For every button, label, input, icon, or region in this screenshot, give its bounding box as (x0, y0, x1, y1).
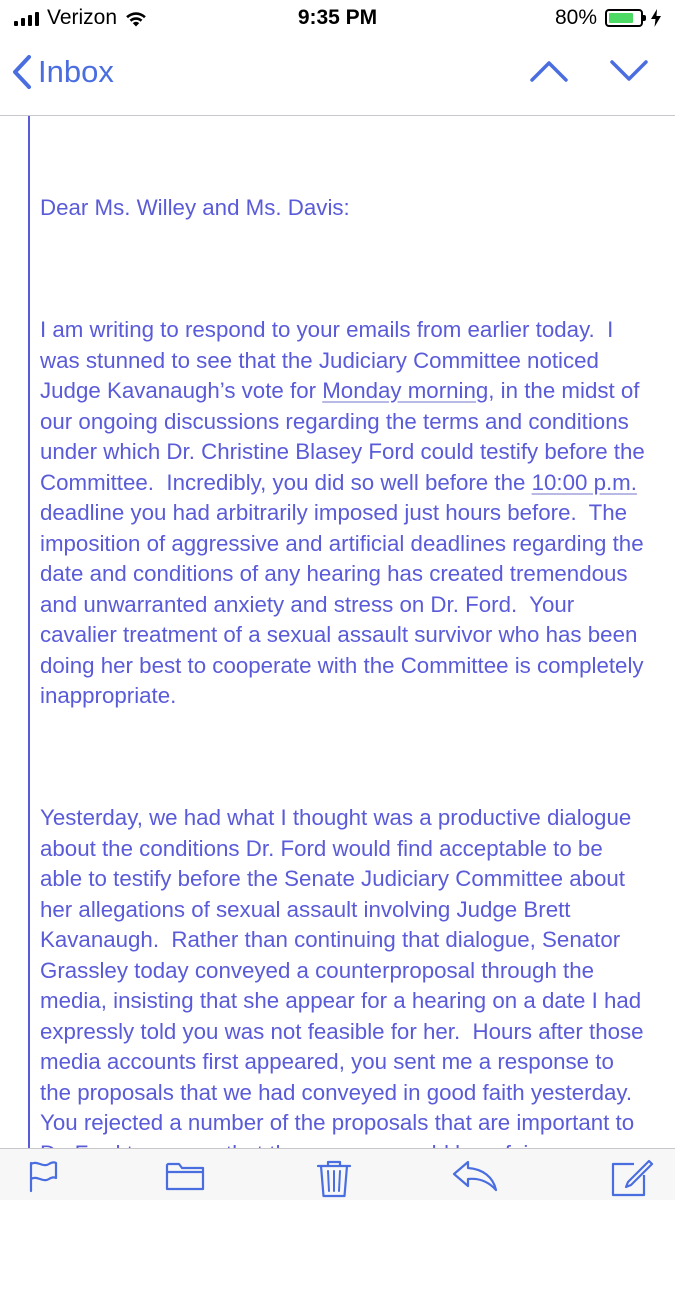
message-navigation (529, 58, 649, 84)
nav-bar (0, 36, 675, 116)
email-quoted-text (40, 132, 650, 1291)
folder-icon[interactable] (165, 1159, 205, 1193)
charging-bolt-icon (651, 9, 661, 27)
back-button-label: Inbox (38, 54, 114, 89)
carrier-name: Verizon (47, 6, 118, 29)
status-bar (0, 0, 675, 36)
chevron-down-icon[interactable] (609, 58, 649, 84)
email-paragraph-1 (40, 315, 650, 712)
reply-icon[interactable] (452, 1159, 498, 1193)
battery-level-fill (609, 13, 633, 23)
status-right (555, 6, 661, 30)
email-paragraph-2: Yesterday, we had what I thought was a productive dialogue about the conditions Dr. Ford would find acceptable to be able to testify before the Senate Judiciary Committee about her allegations of sexual assault involving Judge Brett Kavanaugh. Rather than continuing that dialogue, Senator Grassley today conveyed a counterproposal through the media, insisting that she appear for a hearing on a date I had expressly told you was not feasible for her. Hours after those media accounts first appeared, you sent me a response to the proposals that we had conveyed in good faith yesterday. You rejected a number of the proposals that are important to (40, 805, 644, 1135)
time-link-10pm[interactable]: 10:00 p.m. (531, 469, 637, 495)
trash-icon[interactable] (316, 1159, 352, 1199)
battery-percent: 80% (554, 6, 597, 29)
back-to-inbox-button[interactable] (12, 54, 114, 90)
status-time: 9:35 PM (297, 6, 378, 29)
chevron-left-icon (12, 55, 32, 89)
date-link-monday-morning[interactable]: Monday morning (322, 378, 489, 403)
flag-icon[interactable] (26, 1159, 60, 1193)
chevron-up-icon[interactable] (529, 58, 569, 84)
compose-icon[interactable] (610, 1159, 654, 1197)
battery-icon (605, 9, 643, 27)
paragraph-1-text-a: I am writing to respond to your emails from earlier today. I was stunned to see that the Judiciary Committee noticed Judge Kavanaugh’s vote for (40, 317, 620, 403)
email-salutation: Dear Ms. Willey and Ms. Davis: (40, 195, 350, 220)
paragraph-1-text-c: deadline you had arbitrarily imposed just hours before. The imposition of aggressive and artificial deadlines regarding the date and conditions of any hearing has created tremendous and unwarranted anxiety and stress on Dr. Ford. Your cavalier treatment of a sexual assault survivor who has been doing her best to cooperate with the Committee is completely inappropriate. (40, 469, 650, 708)
bottom-toolbar (0, 1148, 675, 1200)
email-body[interactable] (28, 116, 665, 1148)
paragraph-1-text-b: , in the midst of our ongoing discussions regarding the terms and conditions under which Dr. Christine Blasey Ford could testify before the Committee. Incredibly, you did so well before the (40, 378, 651, 495)
